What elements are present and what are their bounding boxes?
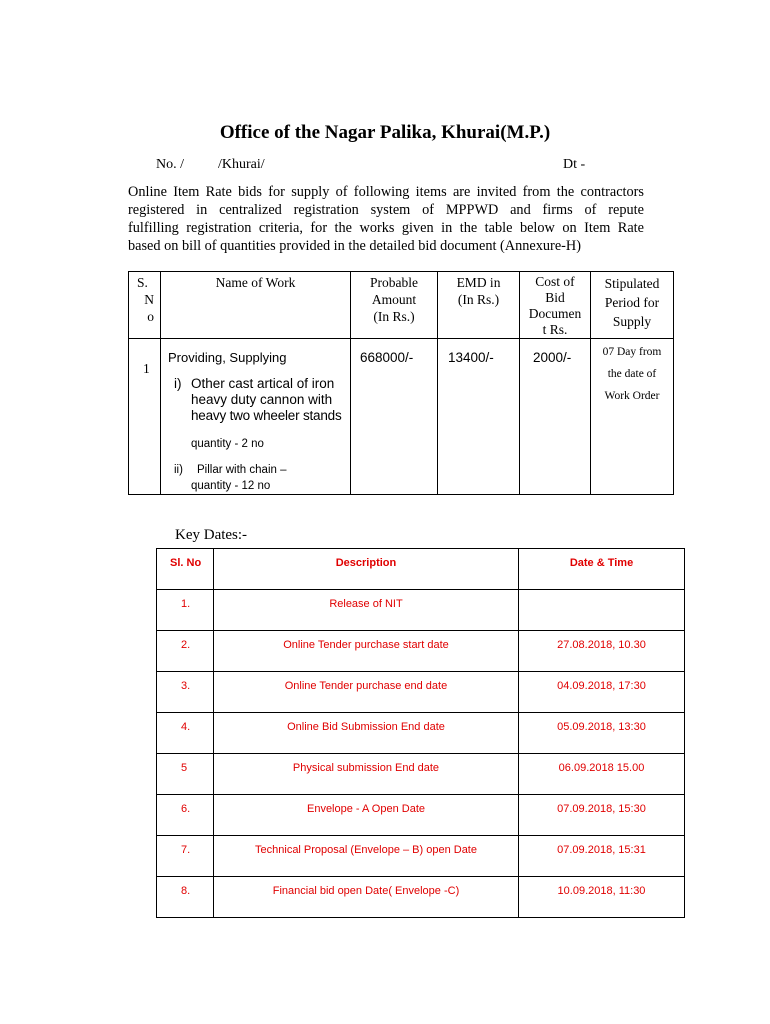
header-name-of-work: Name of Work bbox=[161, 272, 351, 339]
intro-line: Online Item Rate bids for supply of following items are invited from the contractors bbox=[128, 184, 644, 200]
item-marker: i) bbox=[174, 376, 182, 391]
key-dates-table bbox=[156, 548, 685, 918]
row-description: Online Tender purchase start date bbox=[214, 631, 519, 672]
header-text: Bid bbox=[545, 290, 565, 305]
row-stipulated-period bbox=[591, 339, 674, 495]
header-text: N bbox=[144, 292, 154, 307]
row-emd: 13400/- bbox=[438, 339, 520, 495]
item-line: Other cast artical of iron bbox=[191, 376, 335, 391]
row-date: 06.09.2018 15.00 bbox=[519, 754, 685, 795]
work-table-row bbox=[129, 339, 674, 495]
intro-line: based on bill of quantities provided in the detailed bid document (Annexure-H) bbox=[128, 238, 582, 254]
work-table bbox=[128, 271, 674, 495]
header-text: Cost of bbox=[535, 274, 575, 289]
table-row bbox=[157, 877, 685, 918]
column-sl-no: Sl. No bbox=[157, 549, 214, 590]
period-line: 07 Day from bbox=[602, 346, 662, 358]
row-name-of-work bbox=[161, 339, 351, 495]
row-probable-amount: 668000/- bbox=[351, 339, 438, 495]
header-emd bbox=[438, 272, 520, 339]
intro-line: fulfilling registration criteria, for the works given in the table below on Item Rate bbox=[128, 220, 644, 236]
header-text: t Rs. bbox=[542, 322, 568, 337]
row-description: Online Tender purchase end date bbox=[214, 672, 519, 713]
table-row bbox=[157, 836, 685, 877]
header-text: EMD in bbox=[456, 275, 501, 290]
table-row bbox=[157, 590, 685, 631]
table-row bbox=[157, 754, 685, 795]
row-sno: 1 bbox=[129, 339, 161, 495]
header-cost-of-bid-document bbox=[520, 272, 591, 339]
row-description: Financial bid open Date( Envelope -C) bbox=[214, 877, 519, 918]
row-description: Physical submission End date bbox=[214, 754, 519, 795]
row-description: Envelope - A Open Date bbox=[214, 795, 519, 836]
row-sl: 4. bbox=[157, 713, 214, 754]
header-probable-amount bbox=[351, 272, 438, 339]
item-line: heavy duty cannon with bbox=[191, 392, 333, 407]
item-quantity: quantity - 2 no bbox=[191, 438, 264, 450]
page-title: Office of the Nagar Palika, Khurai(M.P.) bbox=[219, 122, 551, 143]
header-text: o bbox=[147, 309, 154, 324]
column-description: Description bbox=[214, 549, 519, 590]
row-date: 04.09.2018, 17:30 bbox=[519, 672, 685, 713]
item-marker: ii) bbox=[174, 464, 183, 476]
column-date-time: Date & Time bbox=[519, 549, 685, 590]
row-sl: 6. bbox=[157, 795, 214, 836]
row-sl: 8. bbox=[157, 877, 214, 918]
table-row bbox=[157, 713, 685, 754]
row-date: 07.09.2018, 15:30 bbox=[519, 795, 685, 836]
table-row bbox=[157, 795, 685, 836]
row-sl: 5 bbox=[157, 754, 214, 795]
header-text: (In Rs.) bbox=[373, 309, 415, 324]
row-sl: 3. bbox=[157, 672, 214, 713]
table-row bbox=[157, 631, 685, 672]
ref-number: /Khurai/ bbox=[218, 157, 265, 172]
key-dates-header bbox=[157, 549, 685, 590]
row-sl: 2. bbox=[157, 631, 214, 672]
intro-paragraph bbox=[128, 183, 644, 255]
header-stipulated-period bbox=[591, 272, 674, 339]
header-text: Period for bbox=[604, 295, 660, 310]
row-sl: 1. bbox=[157, 590, 214, 631]
work-table-header bbox=[129, 272, 674, 339]
ref-no-label: No. / bbox=[156, 157, 184, 172]
header-text: S. bbox=[137, 275, 148, 290]
header-text: Supply bbox=[612, 314, 652, 329]
intro-line: registered in centralized registration system of MPPWD and firms of repute bbox=[128, 202, 644, 218]
item-quantity: quantity - 12 no bbox=[191, 480, 271, 492]
item-line: Pillar with chain – bbox=[197, 464, 287, 476]
row-date: 27.08.2018, 10.30 bbox=[519, 631, 685, 672]
item-line: heavy two wheeler stands bbox=[191, 408, 342, 423]
period-line: Work Order bbox=[604, 390, 660, 402]
row-sl: 7. bbox=[157, 836, 214, 877]
date-label: Dt - bbox=[563, 157, 586, 172]
header-text: Probable bbox=[370, 275, 418, 290]
header-text: Documen bbox=[528, 306, 582, 321]
row-cost: 2000/- bbox=[520, 339, 591, 495]
table-row bbox=[157, 672, 685, 713]
row-description: Technical Proposal (Envelope – B) open Date bbox=[214, 836, 519, 877]
row-date: 07.09.2018, 15:31 bbox=[519, 836, 685, 877]
header-text: Stipulated bbox=[604, 276, 660, 291]
row-date: 05.09.2018, 13:30 bbox=[519, 713, 685, 754]
work-title: Providing, Supplying bbox=[168, 350, 287, 365]
row-description: Release of NIT bbox=[214, 590, 519, 631]
header-text: Amount bbox=[371, 292, 417, 307]
key-dates-heading: Key Dates:- bbox=[175, 527, 248, 543]
row-description: Online Bid Submission End date bbox=[214, 713, 519, 754]
row-date: 10.09.2018, 11:30 bbox=[519, 877, 685, 918]
header-sno bbox=[129, 272, 161, 339]
header-text: (In Rs.) bbox=[457, 292, 500, 307]
row-date bbox=[519, 590, 685, 631]
period-line: the date of bbox=[607, 368, 657, 380]
